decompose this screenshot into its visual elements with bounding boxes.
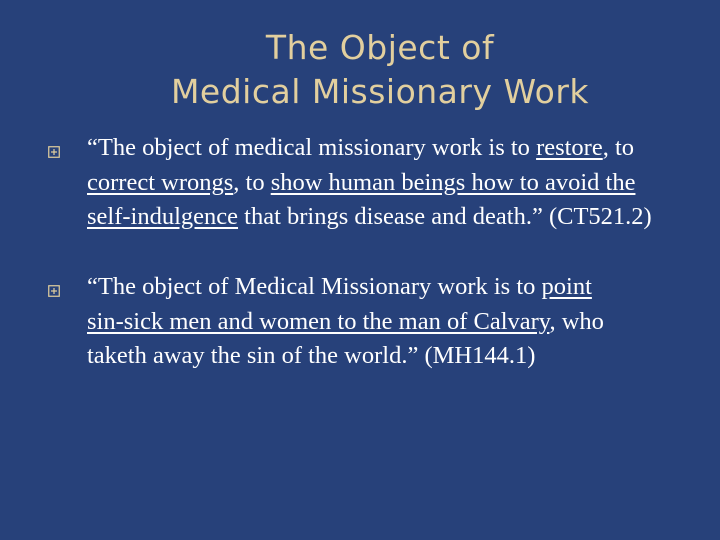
text-run: that brings disease and death.” (CT521.2) (238, 203, 652, 230)
text-run: “The object of Medical Missionary work is to (87, 273, 542, 300)
underlined-phrase: point sin‑sick men and women to the man of Calvary (87, 273, 592, 335)
bullet-text-1 (87, 131, 662, 235)
underlined-phrase: correct wrongs (87, 168, 234, 196)
underlined-phrase: show human beings how to avoid the self-indulgence (87, 168, 636, 230)
underlined-phrase: restore (536, 134, 603, 161)
title-line-1: The Object of (265, 28, 495, 67)
text-run: “The object of medical missionary work is to (87, 134, 537, 161)
boxed-plus-bullet-icon (48, 146, 60, 158)
text-run: , to (602, 134, 635, 161)
text-run: , who taketh away the sin of the world.” (MH144.1) (87, 307, 604, 369)
text-run: , to (233, 168, 271, 196)
bullet-text-2 (87, 270, 662, 374)
boxed-plus-bullet-icon (48, 285, 60, 297)
title-line-2: Medical Missionary Work (170, 72, 590, 111)
